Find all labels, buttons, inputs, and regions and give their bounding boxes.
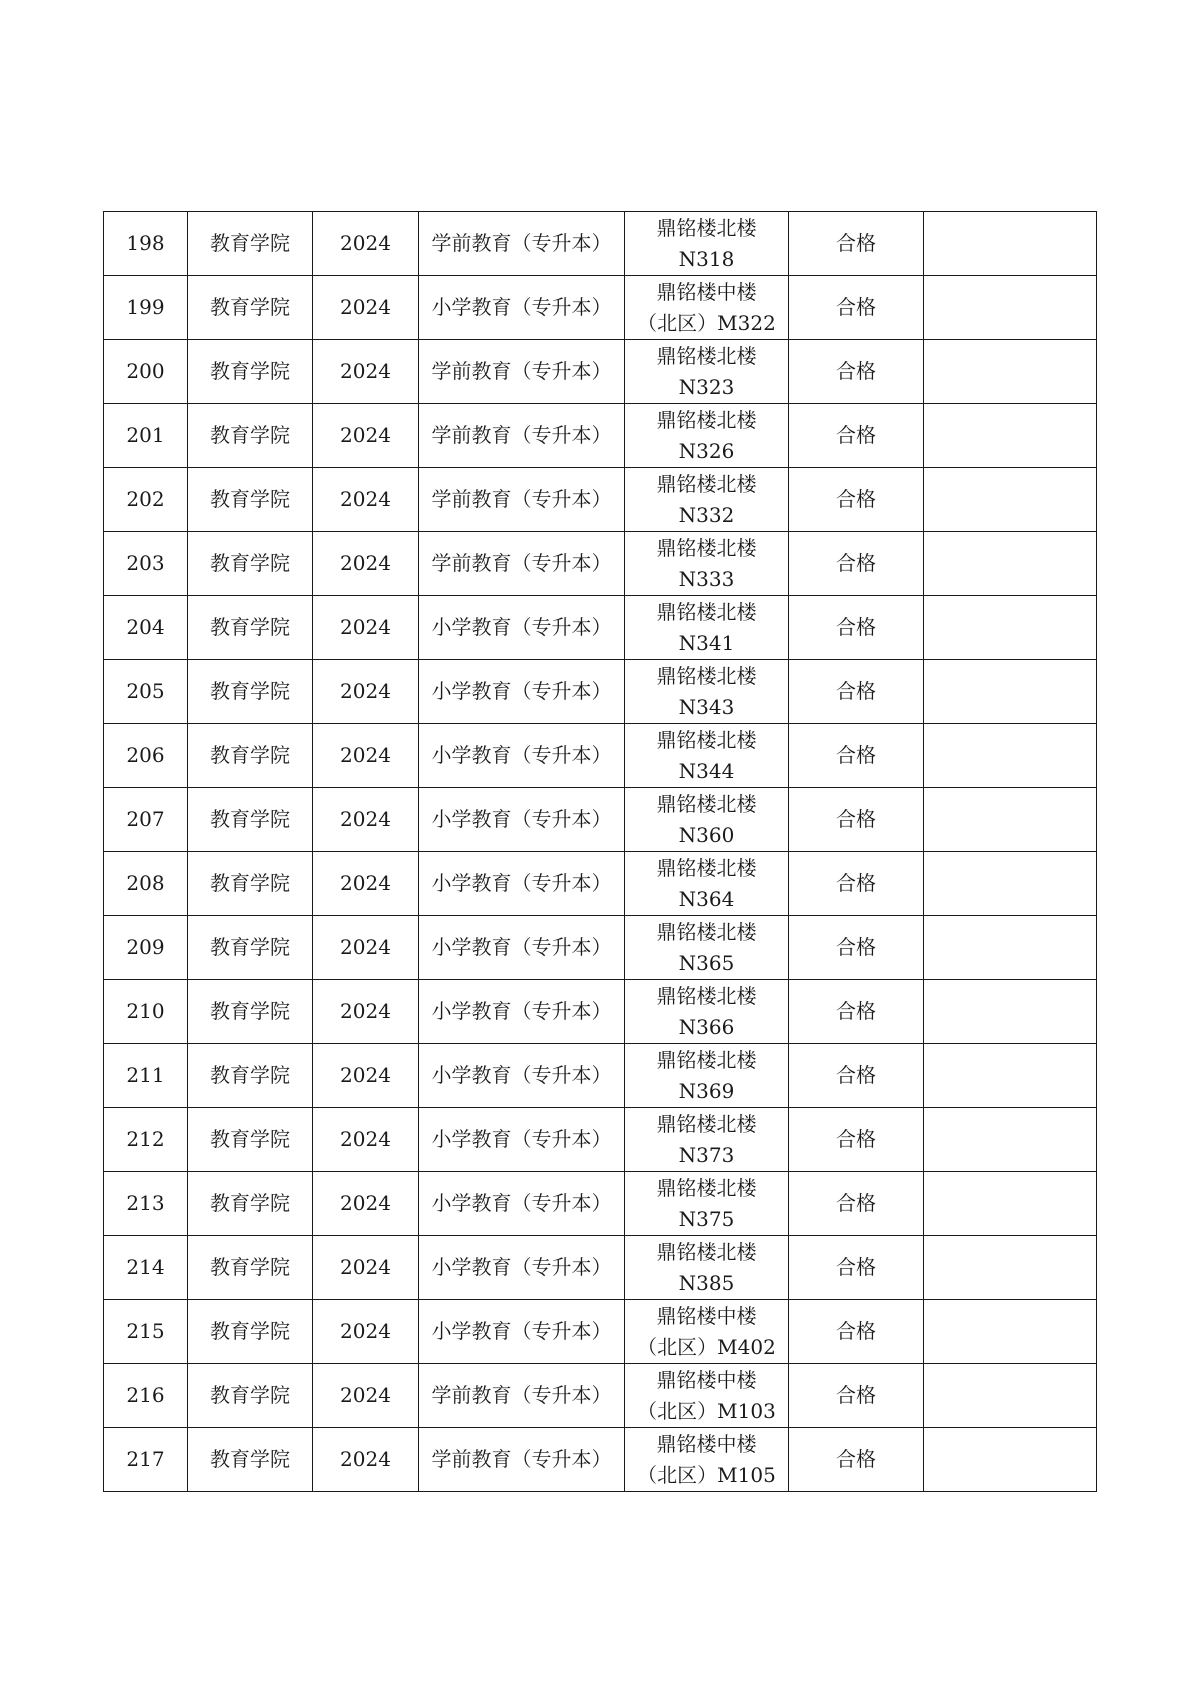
cell-number: 213 bbox=[104, 1172, 188, 1236]
cell-college: 教育学院 bbox=[188, 1300, 313, 1364]
cell-major: 学前教育（专升本） bbox=[419, 340, 625, 404]
room-number: N318 bbox=[678, 246, 735, 271]
table-row bbox=[104, 852, 1097, 916]
room-building: 鼎铭楼北楼 bbox=[656, 1239, 757, 1264]
cell-note bbox=[924, 1236, 1097, 1300]
room-number: N360 bbox=[678, 822, 735, 847]
cell-year: 2024 bbox=[313, 788, 419, 852]
cell-major: 小学教育（专升本） bbox=[419, 596, 625, 660]
table-row bbox=[104, 596, 1097, 660]
cell-college: 教育学院 bbox=[188, 276, 313, 340]
cell-college: 教育学院 bbox=[188, 212, 313, 276]
table-row bbox=[104, 1044, 1097, 1108]
room-building: 鼎铭楼北楼 bbox=[656, 599, 757, 624]
cell-year: 2024 bbox=[313, 980, 419, 1044]
cell-result: 合格 bbox=[789, 532, 924, 596]
room-building: 鼎铭楼北楼 bbox=[656, 1111, 757, 1136]
cell-number: 205 bbox=[104, 660, 188, 724]
cell-note bbox=[924, 1172, 1097, 1236]
table-row bbox=[104, 788, 1097, 852]
cell-result: 合格 bbox=[789, 852, 924, 916]
cell-number: 208 bbox=[104, 852, 188, 916]
room-number: N373 bbox=[678, 1142, 735, 1167]
cell-note bbox=[924, 1300, 1097, 1364]
cell-note bbox=[924, 340, 1097, 404]
cell-number: 200 bbox=[104, 340, 188, 404]
cell-year: 2024 bbox=[313, 852, 419, 916]
cell-note bbox=[924, 532, 1097, 596]
cell-year: 2024 bbox=[313, 532, 419, 596]
cell-number: 199 bbox=[104, 276, 188, 340]
cell-result: 合格 bbox=[789, 404, 924, 468]
room-number: N323 bbox=[678, 374, 735, 399]
room-number: （北区）M402 bbox=[637, 1334, 776, 1359]
cell-number: 202 bbox=[104, 468, 188, 532]
table-row bbox=[104, 980, 1097, 1044]
table-row bbox=[104, 724, 1097, 788]
table-row bbox=[104, 1428, 1097, 1492]
room-number: N343 bbox=[678, 694, 735, 719]
cell-major: 小学教育（专升本） bbox=[419, 980, 625, 1044]
cell-year: 2024 bbox=[313, 660, 419, 724]
cell-college: 教育学院 bbox=[188, 1364, 313, 1428]
cell-note bbox=[924, 980, 1097, 1044]
cell-room bbox=[625, 1108, 789, 1172]
cell-number: 217 bbox=[104, 1428, 188, 1492]
cell-note bbox=[924, 468, 1097, 532]
cell-note bbox=[924, 1044, 1097, 1108]
room-building: 鼎铭楼中楼 bbox=[656, 1367, 757, 1392]
cell-number: 206 bbox=[104, 724, 188, 788]
cell-note bbox=[924, 1108, 1097, 1172]
cell-major: 小学教育（专升本） bbox=[419, 1172, 625, 1236]
cell-result: 合格 bbox=[789, 980, 924, 1044]
cell-result: 合格 bbox=[789, 1428, 924, 1492]
room-building: 鼎铭楼北楼 bbox=[656, 343, 757, 368]
cell-college: 教育学院 bbox=[188, 404, 313, 468]
cell-room bbox=[625, 852, 789, 916]
cell-result: 合格 bbox=[789, 1300, 924, 1364]
table-row bbox=[104, 1236, 1097, 1300]
room-number: N385 bbox=[678, 1270, 735, 1295]
cell-college: 教育学院 bbox=[188, 532, 313, 596]
cell-college: 教育学院 bbox=[188, 340, 313, 404]
room-building: 鼎铭楼北楼 bbox=[656, 471, 757, 496]
cell-result: 合格 bbox=[789, 788, 924, 852]
cell-major: 小学教育（专升本） bbox=[419, 1300, 625, 1364]
cell-major: 学前教育（专升本） bbox=[419, 1364, 625, 1428]
table-row bbox=[104, 276, 1097, 340]
cell-year: 2024 bbox=[313, 404, 419, 468]
room-number: N369 bbox=[678, 1078, 735, 1103]
cell-college: 教育学院 bbox=[188, 788, 313, 852]
cell-result: 合格 bbox=[789, 916, 924, 980]
table-row bbox=[104, 916, 1097, 980]
cell-room bbox=[625, 1044, 789, 1108]
cell-room bbox=[625, 916, 789, 980]
cell-room bbox=[625, 1236, 789, 1300]
cell-room bbox=[625, 404, 789, 468]
room-building: 鼎铭楼中楼 bbox=[656, 1303, 757, 1328]
cell-year: 2024 bbox=[313, 1428, 419, 1492]
cell-year: 2024 bbox=[313, 276, 419, 340]
cell-result: 合格 bbox=[789, 1364, 924, 1428]
cell-number: 216 bbox=[104, 1364, 188, 1428]
cell-college: 教育学院 bbox=[188, 1236, 313, 1300]
cell-major: 学前教育（专升本） bbox=[419, 1428, 625, 1492]
cell-room bbox=[625, 468, 789, 532]
room-number: N364 bbox=[678, 886, 735, 911]
cell-number: 215 bbox=[104, 1300, 188, 1364]
cell-room bbox=[625, 980, 789, 1044]
cell-result: 合格 bbox=[789, 596, 924, 660]
cell-year: 2024 bbox=[313, 1236, 419, 1300]
cell-major: 学前教育（专升本） bbox=[419, 404, 625, 468]
cell-year: 2024 bbox=[313, 1300, 419, 1364]
cell-year: 2024 bbox=[313, 916, 419, 980]
cell-major: 小学教育（专升本） bbox=[419, 276, 625, 340]
cell-room bbox=[625, 340, 789, 404]
room-building: 鼎铭楼中楼 bbox=[656, 279, 757, 304]
cell-major: 学前教育（专升本） bbox=[419, 468, 625, 532]
room-building: 鼎铭楼北楼 bbox=[656, 1047, 757, 1072]
cell-number: 203 bbox=[104, 532, 188, 596]
table-row bbox=[104, 532, 1097, 596]
room-number: N326 bbox=[678, 438, 735, 463]
cell-college: 教育学院 bbox=[188, 1428, 313, 1492]
cell-room bbox=[625, 1172, 789, 1236]
cell-year: 2024 bbox=[313, 468, 419, 532]
room-number: N365 bbox=[678, 950, 735, 975]
table-row bbox=[104, 468, 1097, 532]
cell-number: 204 bbox=[104, 596, 188, 660]
cell-college: 教育学院 bbox=[188, 596, 313, 660]
cell-year: 2024 bbox=[313, 596, 419, 660]
cell-room bbox=[625, 596, 789, 660]
cell-number: 207 bbox=[104, 788, 188, 852]
table-row bbox=[104, 660, 1097, 724]
room-building: 鼎铭楼北楼 bbox=[656, 663, 757, 688]
cell-note bbox=[924, 1428, 1097, 1492]
cell-number: 211 bbox=[104, 1044, 188, 1108]
cell-number: 214 bbox=[104, 1236, 188, 1300]
room-number: （北区）M322 bbox=[637, 310, 776, 335]
cell-note bbox=[924, 852, 1097, 916]
cell-note bbox=[924, 596, 1097, 660]
cell-college: 教育学院 bbox=[188, 1172, 313, 1236]
cell-result: 合格 bbox=[789, 1172, 924, 1236]
room-building: 鼎铭楼中楼 bbox=[656, 1431, 757, 1456]
cell-major: 小学教育（专升本） bbox=[419, 788, 625, 852]
room-building: 鼎铭楼北楼 bbox=[656, 983, 757, 1008]
cell-year: 2024 bbox=[313, 1108, 419, 1172]
cell-college: 教育学院 bbox=[188, 916, 313, 980]
cell-major: 小学教育（专升本） bbox=[419, 916, 625, 980]
table-row bbox=[104, 1364, 1097, 1428]
room-number: （北区）M105 bbox=[637, 1462, 776, 1487]
cell-note bbox=[924, 788, 1097, 852]
cell-note bbox=[924, 1364, 1097, 1428]
table-row bbox=[104, 1108, 1097, 1172]
room-number: N341 bbox=[678, 630, 735, 655]
table-body bbox=[104, 212, 1097, 1492]
table-row bbox=[104, 212, 1097, 276]
room-building: 鼎铭楼北楼 bbox=[656, 1175, 757, 1200]
cell-result: 合格 bbox=[789, 1108, 924, 1172]
cell-college: 教育学院 bbox=[188, 980, 313, 1044]
cell-number: 212 bbox=[104, 1108, 188, 1172]
cell-note bbox=[924, 916, 1097, 980]
cell-room bbox=[625, 1364, 789, 1428]
cell-major: 小学教育（专升本） bbox=[419, 1108, 625, 1172]
cell-major: 小学教育（专升本） bbox=[419, 660, 625, 724]
cell-result: 合格 bbox=[789, 1236, 924, 1300]
cell-result: 合格 bbox=[789, 340, 924, 404]
cell-year: 2024 bbox=[313, 724, 419, 788]
cell-number: 201 bbox=[104, 404, 188, 468]
cell-result: 合格 bbox=[789, 276, 924, 340]
cell-college: 教育学院 bbox=[188, 1044, 313, 1108]
cell-note bbox=[924, 724, 1097, 788]
room-building: 鼎铭楼北楼 bbox=[656, 727, 757, 752]
room-number: （北区）M103 bbox=[637, 1398, 776, 1423]
room-building: 鼎铭楼北楼 bbox=[656, 535, 757, 560]
cell-room bbox=[625, 276, 789, 340]
cell-college: 教育学院 bbox=[188, 1108, 313, 1172]
cell-college: 教育学院 bbox=[188, 724, 313, 788]
cell-room bbox=[625, 1300, 789, 1364]
cell-year: 2024 bbox=[313, 1044, 419, 1108]
cell-result: 合格 bbox=[789, 212, 924, 276]
cell-number: 198 bbox=[104, 212, 188, 276]
cell-year: 2024 bbox=[313, 212, 419, 276]
room-number: N344 bbox=[678, 758, 735, 783]
cell-room bbox=[625, 1428, 789, 1492]
cell-note bbox=[924, 276, 1097, 340]
cell-result: 合格 bbox=[789, 468, 924, 532]
cell-room bbox=[625, 788, 789, 852]
cell-result: 合格 bbox=[789, 1044, 924, 1108]
cell-note bbox=[924, 404, 1097, 468]
cell-year: 2024 bbox=[313, 1364, 419, 1428]
cell-room bbox=[625, 532, 789, 596]
table-row bbox=[104, 1300, 1097, 1364]
table-row bbox=[104, 404, 1097, 468]
cell-major: 小学教育（专升本） bbox=[419, 1044, 625, 1108]
room-building: 鼎铭楼北楼 bbox=[656, 855, 757, 880]
room-number: N366 bbox=[678, 1014, 735, 1039]
cell-major: 小学教育（专升本） bbox=[419, 724, 625, 788]
cell-note bbox=[924, 660, 1097, 724]
room-building: 鼎铭楼北楼 bbox=[656, 215, 757, 240]
cell-number: 210 bbox=[104, 980, 188, 1044]
room-number: N333 bbox=[678, 566, 735, 591]
cell-note bbox=[924, 212, 1097, 276]
room-building: 鼎铭楼北楼 bbox=[656, 791, 757, 816]
table-row bbox=[104, 340, 1097, 404]
cell-year: 2024 bbox=[313, 1172, 419, 1236]
cell-college: 教育学院 bbox=[188, 852, 313, 916]
cell-result: 合格 bbox=[789, 724, 924, 788]
cell-major: 学前教育（专升本） bbox=[419, 212, 625, 276]
room-number: N375 bbox=[678, 1206, 735, 1231]
inspection-results-table bbox=[103, 211, 1097, 1492]
room-number: N332 bbox=[678, 502, 735, 527]
cell-year: 2024 bbox=[313, 340, 419, 404]
room-building: 鼎铭楼北楼 bbox=[656, 407, 757, 432]
cell-college: 教育学院 bbox=[188, 660, 313, 724]
table-row bbox=[104, 1172, 1097, 1236]
room-building: 鼎铭楼北楼 bbox=[656, 919, 757, 944]
cell-major: 小学教育（专升本） bbox=[419, 1236, 625, 1300]
cell-room bbox=[625, 660, 789, 724]
cell-room bbox=[625, 724, 789, 788]
cell-major: 小学教育（专升本） bbox=[419, 852, 625, 916]
cell-college: 教育学院 bbox=[188, 468, 313, 532]
cell-major: 学前教育（专升本） bbox=[419, 532, 625, 596]
cell-room bbox=[625, 212, 789, 276]
cell-number: 209 bbox=[104, 916, 188, 980]
cell-result: 合格 bbox=[789, 660, 924, 724]
